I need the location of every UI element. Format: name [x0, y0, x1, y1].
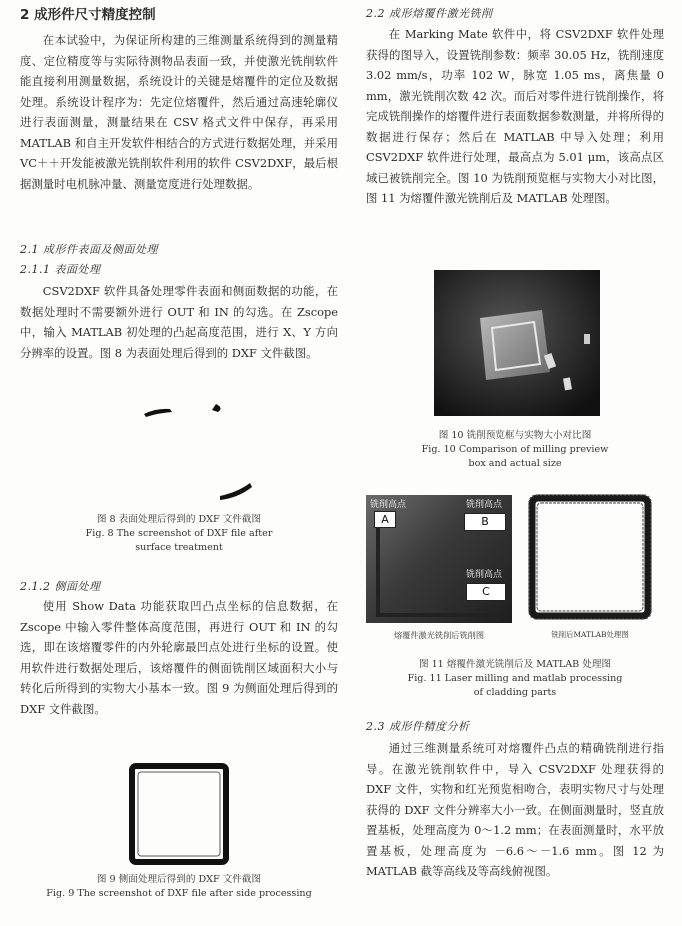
- fig11-caption-en2: of cladding parts: [473, 687, 557, 698]
- fig11-milled-photo: [366, 495, 512, 623]
- fig11-box-c: C: [466, 583, 506, 601]
- accuracy-paragraph: 通过三维测量系统可对熔覆件凸点的精确铣削进行指导。在激光铣削软件中，导入 CSV2DXF 处理获得的 DXF 文件，实物和红光预览相吻合，表明实物尺寸与处理获得的 DXF 文件分辨率大小一致。在侧面测量时，竖直放置基板，处理高度为 0～1.2 mm；在表面测量时，水平放置基板，处理高度为 －6.6～－1.6 mm。图 12 为 MATLAB 截等高线及等高线俯视图。: [366, 741, 664, 878]
- fig11-high-point-label-b: 铣削高点: [466, 500, 503, 510]
- intro-paragraph: 在本试验中，为保证所构建的三维测量系统得到的测量精度、定位精度等与实际待测物品表面一致，并使激光铣削软件能直接利用测量数据，系统设计的关键是熔覆件的定位及数据处理。系统设计程序为：先定位熔覆件，然后通过高速轮廓仪进行表面测量，测量结果在 CSV 格式文件中保存，再采用 MATLAB 和自主开发软件相结合的方式进行数据处理，并采用 VC＋＋开发能被激光铣削软件利用的软件 CSV2DXF，最后根据测量时电机脉冲量、测量宽度进行处理数据。: [20, 33, 338, 191]
- fig11-matlab-outline: [532, 498, 648, 616]
- fig10-part: [480, 310, 550, 380]
- fig9-inner-outline: [138, 772, 220, 856]
- section-title: 2 成形件尺寸精度控制: [20, 7, 156, 23]
- fig10-photo: [434, 270, 600, 416]
- fig9-outline: [132, 766, 226, 862]
- fig10-caption: [366, 429, 664, 471]
- fig8-caption: [20, 513, 338, 555]
- fig11-high-point-label-c: 铣削高点: [466, 570, 503, 580]
- surface-paragraph: CSV2DXF 软件具备处理零件表面和侧面数据的功能，在数据处理时不需要额外进行 OUT 和 IN 的勾选。在 Zscope 中，输入 MATLAB 初处理的凸起高度范围，进行 X、Y 方向分辨率的设置。图 8 为表面处理后得到的 DXF 文件截图。: [20, 284, 338, 360]
- fig10-caption-cn: 图 10 铣削预览框与实物大小对比图: [438, 430, 592, 441]
- milling-paragraph: 在 Marking Mate 软件中，将 CSV2DXF 软件处理获得的图导入，设置铣削参数：频率 30.05 Hz，铣削速度 3.02 mm/s，功率 102 W，脉宽 1.05 ms，离焦量 0 mm，激光铣削次数 42 次。而后对零件进行铣削操作，将完成铣削操作的熔覆件进行表面数据参数测量，并将所得的数据进行保存；然后在 MATLAB 中导入处理；利用 CSV2DXF 软件进行处理，最高点为 5.01 μm，该高点区域已被铣削完全。图 10 为铣削预览框与实物大小对比图，图 11 为熔覆件激光铣削后及 MATLAB 处理图。: [366, 27, 664, 205]
- fig8-mark-left: [144, 409, 172, 417]
- subsection-2-1: 2.1 成形件表面及侧面处理: [20, 243, 158, 256]
- fig8-caption-cn: 图 8 表面处理后得到的 DXF 文件截图: [96, 514, 262, 525]
- fig11-caption-en1: Fig. 11 Laser milling and matlab processing: [407, 673, 623, 684]
- subsection-2-2: 2.2 成形熔覆件激光铣削: [366, 7, 493, 20]
- fig10-caption-en2: box and actual size: [468, 458, 562, 469]
- subsection-2-1-2: 2.1.2 侧面处理: [20, 580, 101, 593]
- fig11-box-a: A: [374, 511, 396, 528]
- fig9-caption-en: Fig. 9 The screenshot of DXF file after side processing: [46, 888, 312, 899]
- fig9-caption-cn: 图 9 侧面处理后得到的 DXF 文件截图: [96, 874, 262, 885]
- fig9-caption: [10, 873, 348, 901]
- fig8-caption-en2: surface treatment: [135, 542, 223, 553]
- fig10-caption-en1: Fig. 10 Comparison of milling preview: [421, 444, 609, 455]
- fig11-box-b: B: [464, 513, 506, 531]
- fig11-caption-cn: 图 11 熔覆件激光铣削后及 MATLAB 处理图: [418, 659, 612, 670]
- fig11-matlab-image: [526, 492, 654, 624]
- fig11-sub-right: 铣削后MATLAB处理图: [551, 630, 629, 639]
- fig11-sub-left: 熔覆件激光铣削后铣削图: [393, 630, 485, 640]
- fig8-mark-right: [212, 404, 221, 412]
- side-paragraph: 使用 Show Data 功能获取凹凸点坐标的信息数据，在 Zscope 中输入零件整体高度范围，再进行 OUT 和 IN 的勾选，即在该熔覆零件的内外轮廓最凹点处进行坐标的设置。使用软件进行数据处理后，该熔覆件的侧面铣削区域面积大小与转化后所得到的实物大小基本一致。图 9 为侧面处理后得到的 DXF 文件截图。: [20, 599, 338, 716]
- fig8-mark-bottom: [220, 483, 252, 500]
- fig8-caption-en1: Fig. 8 The screenshot of DXF file after: [85, 528, 273, 539]
- fig11-caption: [366, 658, 664, 700]
- fig8-dxf-surface-image: [108, 392, 278, 504]
- fig11-high-point-label-a: 铣削高点: [370, 500, 407, 510]
- fig9-dxf-side-image: [124, 760, 236, 870]
- subsection-2-3: 2.3 成形件精度分析: [366, 720, 470, 733]
- subsection-2-1-1: 2.1.1 表面处理: [20, 263, 101, 276]
